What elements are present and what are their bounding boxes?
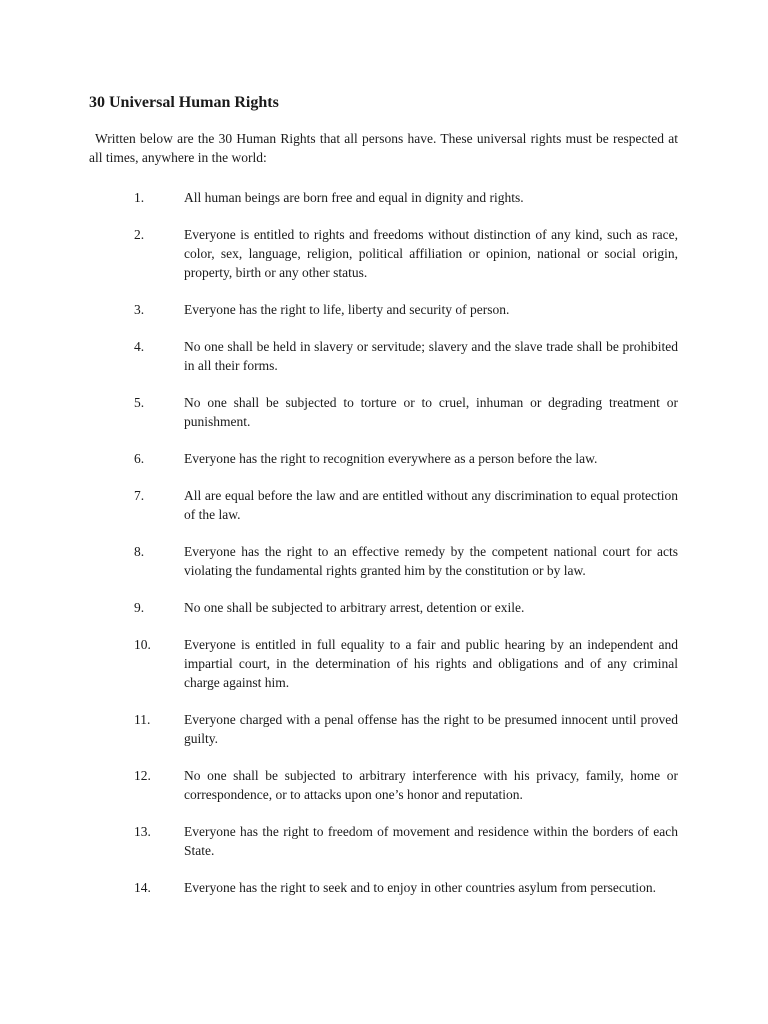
right-text: Everyone has the right to recognition everywhere as a person before the law. [184, 451, 598, 466]
right-number: 4. [134, 339, 145, 354]
right-text: Everyone has the right to freedom of movement and residence within the borders of each State. [184, 824, 678, 858]
right-item-9 [89, 598, 678, 617]
right-item-13 [89, 822, 678, 860]
right-item-7 [89, 486, 678, 524]
right-number: 10. [134, 637, 151, 652]
right-item-6 [89, 449, 678, 468]
right-text: Everyone is entitled to rights and freedoms without distinction of any kind, such as race, color, sex, language, religion, political affiliation or opinion, national or social origin, property, birth or any other status. [184, 227, 678, 280]
right-item-4 [89, 337, 678, 375]
right-number: 1. [134, 190, 145, 205]
right-text: Everyone has the right to an effective remedy by the competent national court for acts violating the fundamental rights granted him by the constitution or by law. [184, 544, 678, 578]
right-number: 14. [134, 880, 151, 895]
right-text: Everyone has the right to seek and to enjoy in other countries asylum from persecution. [184, 880, 656, 895]
rights-list [89, 188, 678, 897]
right-text: Everyone charged with a penal offense has the right to be presumed innocent until proved guilty. [184, 712, 678, 746]
right-item-10 [89, 635, 678, 692]
right-text: All are equal before the law and are entitled without any discrimination to equal protection of the law. [184, 488, 678, 522]
right-text: No one shall be subjected to torture or to cruel, inhuman or degrading treatment or punishment. [184, 395, 678, 429]
right-item-11 [89, 710, 678, 748]
right-item-5 [89, 393, 678, 431]
right-number: 7. [134, 488, 145, 503]
right-item-3 [89, 300, 678, 319]
right-number: 3. [134, 302, 145, 317]
right-item-1 [89, 188, 678, 207]
right-number: 9. [134, 600, 145, 615]
right-number: 13. [134, 824, 151, 839]
right-item-8 [89, 542, 678, 580]
right-text: No one shall be subjected to arbitrary interference with his privacy, family, home or correspondence, or to attacks upon one’s honor and reputation. [184, 768, 678, 802]
right-number: 8. [134, 544, 145, 559]
right-item-2 [89, 225, 678, 282]
right-number: 5. [134, 395, 145, 410]
right-item-14 [89, 878, 678, 897]
intro-paragraph: Written below are the 30 Human Rights that all persons have. These universal rights must be respected at all times, anywhere in the world: [89, 131, 678, 165]
right-text: Everyone is entitled in full equality to a fair and public hearing by an independent and impartial court, in the determination of his rights and obligations and of any criminal charge against him. [184, 637, 678, 690]
right-item-12 [89, 766, 678, 804]
right-number: 11. [134, 712, 151, 727]
document-title: 30 Universal Human Rights [89, 94, 279, 111]
right-number: 2. [134, 227, 145, 242]
right-text: Everyone has the right to life, liberty and security of person. [184, 302, 510, 317]
right-text: All human beings are born free and equal in dignity and rights. [184, 190, 524, 205]
right-number: 6. [134, 451, 145, 466]
right-number: 12. [134, 768, 151, 783]
right-text: No one shall be held in slavery or servitude; slavery and the slave trade shall be prohibited in all their forms. [184, 339, 678, 373]
right-text: No one shall be subjected to arbitrary arrest, detention or exile. [184, 600, 525, 615]
